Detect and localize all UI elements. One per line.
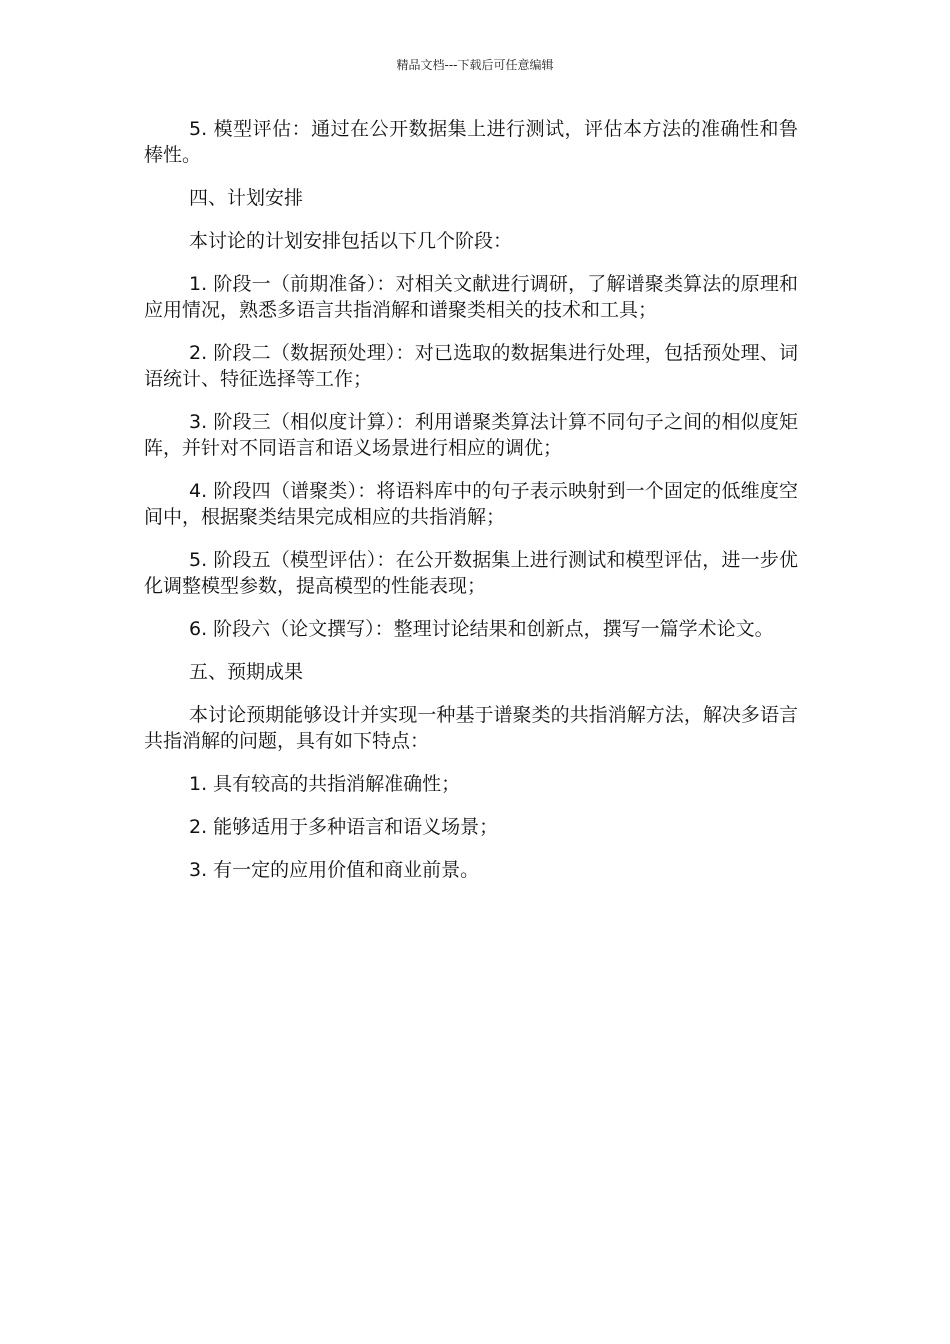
paragraph-stage-2: 2. 阶段二（数据预处理）：对已选取的数据集进行处理，包括预处理、词语统计、特征选择等工作； xyxy=(144,342,798,390)
document-body xyxy=(144,116,798,900)
paragraph-stage-5: 5. 阶段五（模型评估）：在公开数据集上进行测试和模型评估，进一步优化调整模型参数，提高模型的性能表现； xyxy=(144,549,798,597)
paragraph-stage-4: 4. 阶段四（谱聚类）：将语料库中的句子表示映射到一个固定的低维度空间中，根据聚类结果完成相应的共指消解； xyxy=(144,480,798,528)
list-item-feature-2: 2. 能够适用于多种语言和语义场景； xyxy=(189,816,499,838)
paragraph-plan-intro: 本讨论的计划安排包括以下几个阶段： xyxy=(189,230,513,252)
paragraph-step5-evaluation: 5. 模型评估：通过在公开数据集上进行测试，评估本方法的准确性和鲁棒性。 xyxy=(144,118,798,166)
paragraph-stage-3: 3. 阶段三（相似度计算）：利用谱聚类算法计算不同句子之间的相似度矩阵，并针对不同语言和语义场景进行相应的调优； xyxy=(144,411,798,459)
paragraph-stage-6: 6. 阶段六（论文撰写）：整理讨论结果和创新点，撰写一篇学术论文。 xyxy=(189,618,774,640)
section-heading-outcomes: 五、预期成果 xyxy=(189,661,304,683)
paragraph-outcomes-intro: 本讨论预期能够设计并实现一种基于谱聚类的共指消解方法，解决多语言共指消解的问题，具有如下特点： xyxy=(144,704,798,752)
page-header: 精品文档---下载后可任意编辑 xyxy=(396,58,554,72)
list-item-feature-3: 3. 有一定的应用价值和商业前景。 xyxy=(189,859,480,881)
list-item-feature-1: 1. 具有较高的共指消解准确性； xyxy=(189,773,461,795)
paragraph-stage-1: 1. 阶段一（前期准备）：对相关文献进行调研，了解谱聚类算法的原理和应用情况，熟悉多语言共指消解和谱聚类相关的技术和工具； xyxy=(144,273,798,321)
section-heading-plan: 四、计划安排 xyxy=(189,187,304,209)
